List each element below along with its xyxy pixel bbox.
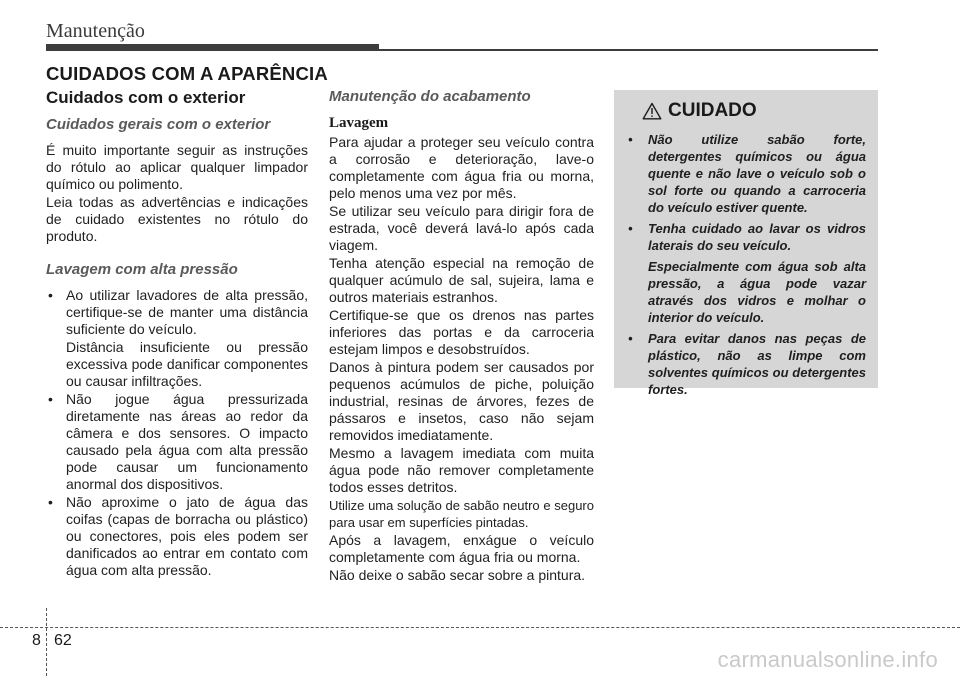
general-care-paragraph: É muito importante seguir as instruções do rótulo ao aplicar qualquer limpador químico ou polimento. [46, 142, 308, 192]
header-title: Manutenção [46, 20, 145, 42]
list-item [628, 330, 866, 398]
caution-title: CUIDADO [668, 100, 757, 121]
column-middle [329, 88, 594, 585]
list-item-text: Não aproxime o jato de água das coifas (capas de borracha ou plástico) ou conectores, pois eles podem ser danificados ao entrar em contato com água com alta pressão. [66, 494, 308, 578]
finish-maintenance-heading: Manutenção do acabamento [329, 88, 531, 105]
header-bar-thick [46, 44, 379, 51]
watermark: carmanualsonline.info [717, 647, 938, 672]
footer-divider [0, 627, 960, 628]
list-item-text: Tenha cuidado ao lavar os vidros laterais do seu veículo. [648, 221, 866, 253]
high-pressure-subheading: Lavagem com alta pressão [46, 261, 238, 278]
header-bar-thin [379, 49, 878, 51]
list-item [46, 391, 308, 493]
list-item [46, 287, 308, 390]
washing-paragraph: Utilize uma solução de sabão neutro e seguro para usar em superfícies pintadas. [329, 498, 594, 530]
washing-paragraph: Mesmo a lavagem imediata com muita água pode não remover completamente todos esses detritos. [329, 445, 594, 495]
washing-paragraph: Certifique-se que os drenos nas partes inferiores das portas e da carroceria estejam limpos e desobstruídos. [329, 307, 594, 357]
list-item-text: Não utilize sabão forte, detergentes químicos ou água quente e não lave o veículo sob o sol forte ou quando a carroceria do veículo estiver quente. [648, 132, 866, 215]
page-number: 62 [54, 632, 72, 649]
list-item-text: Ao utilizar lavadores de alta pressão, certifique-se de manter uma distância suficiente do veículo. [66, 287, 308, 337]
bullet-marker: • [628, 331, 633, 346]
caution-header [642, 100, 866, 122]
list-item [628, 220, 866, 326]
list-item-extra: Especialmente com água sob alta pressão, a água pode vazar através dos vidros e molhar o interior do veículo. [648, 259, 866, 325]
bullet-marker: • [628, 132, 633, 147]
washing-paragraph: Não deixe o sabão secar sobre a pintura. [329, 567, 586, 583]
column-left [46, 88, 308, 580]
caution-list [628, 131, 866, 398]
footer-vertical-divider [46, 608, 47, 676]
bullet-marker: • [628, 221, 633, 236]
warning-triangle-icon [642, 102, 662, 120]
bullet-marker: • [48, 287, 53, 303]
exterior-care-heading: Cuidados com o exterior [46, 88, 246, 107]
washing-paragraph: Para ajudar a proteger seu veículo contra a corrosão e deterioração, lave-o completamente com água fria ou morna, pelo menos uma vez por mês. [329, 134, 594, 201]
caution-box [614, 90, 878, 397]
high-pressure-list [46, 287, 308, 579]
bullet-marker: • [48, 494, 53, 510]
list-item-text: Não jogue água pressurizada diretamente nas áreas ao redor da câmera e dos sensores. O impacto causado pela água com alta pressão pode causar um funcionamento anormal dos dispositivos. [66, 391, 308, 492]
list-item-extra: Distância insuficiente ou pressão excessiva pode danificar componentes ou causar infiltrações. [66, 339, 308, 389]
washing-paragraph: Danos à pintura podem ser causados por pequenos acúmulos de piche, poluição industrial, resinas de árvores, fezes de pássaros e insetos, caso não sejam removidos imediatamente. [329, 359, 594, 443]
chapter-number: 8 [32, 632, 41, 649]
section-title: CUIDADOS COM A APARÊNCIA [46, 63, 328, 84]
bullet-marker: • [48, 391, 53, 407]
list-item-text: Para evitar danos nas peças de plástico, não as limpe com solventes químicos ou detergentes fortes. [648, 331, 866, 397]
washing-paragraph: Se utilizar seu veículo para dirigir fora de estrada, você deverá lavá-lo após cada viagem. [329, 203, 594, 253]
washing-paragraph: Após a lavagem, enxágue o veículo completamente com água fria ou morna. [329, 532, 594, 565]
washing-paragraph: Tenha atenção especial na remoção de qualquer acúmulo de sal, sujeira, lama e outros materiais estranhos. [329, 255, 594, 305]
list-item [46, 494, 308, 579]
list-item [628, 131, 866, 216]
general-care-subheading: Cuidados gerais com o exterior [46, 116, 271, 133]
general-care-paragraph: Leia todas as advertências e indicações de cuidado existentes no rótulo do produto. [46, 194, 308, 244]
washing-subheading: Lavagem [329, 115, 389, 131]
